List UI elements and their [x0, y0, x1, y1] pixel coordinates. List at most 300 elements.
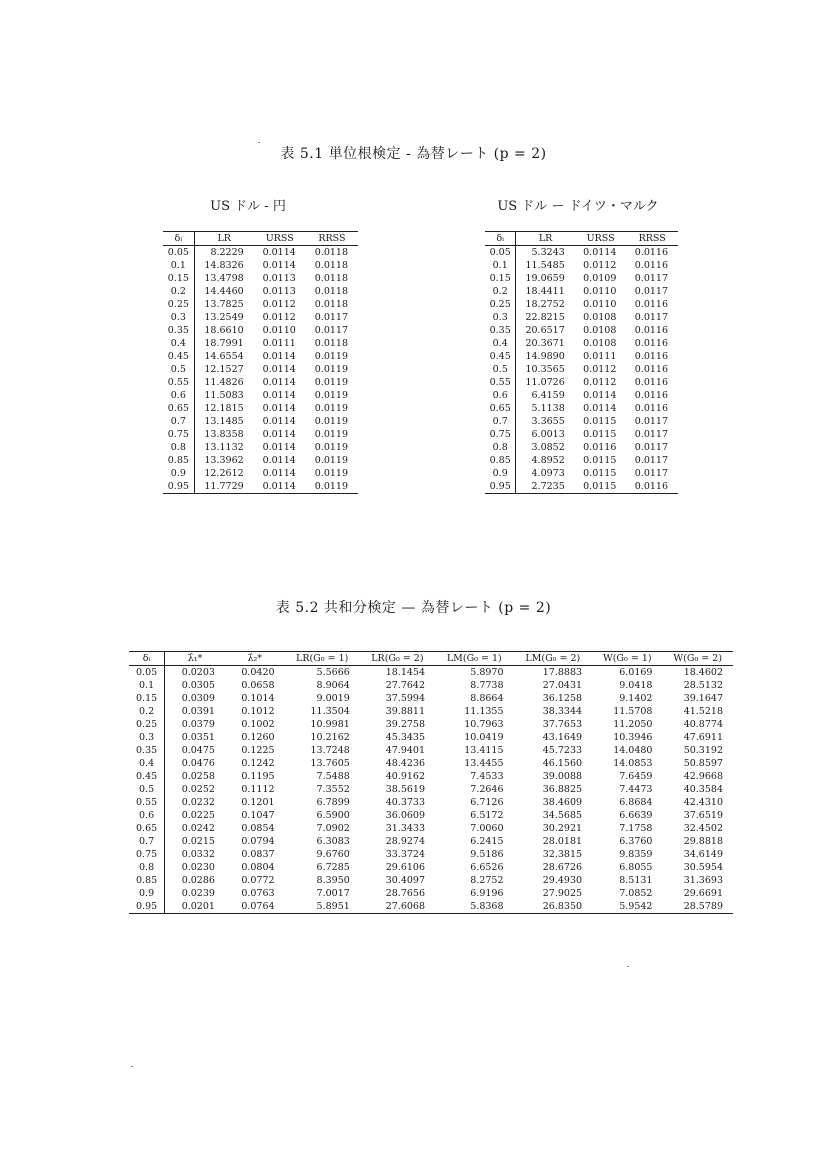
table-row — [163, 324, 358, 337]
table-cell: 0.9 — [129, 887, 165, 900]
table-cell: 11.5485 — [525, 260, 565, 271]
table-cell: 0.0658 — [241, 680, 275, 691]
column-header: LM(G₀ = 2) — [525, 653, 581, 664]
table-cell: 0.0794 — [241, 836, 275, 847]
table-cell: 0.0117 — [634, 442, 668, 453]
table-cell: 7.5488 — [316, 771, 350, 782]
table-row — [129, 679, 733, 692]
table-cell: 47.9401 — [385, 745, 426, 756]
table-row — [485, 428, 678, 441]
table-row — [485, 350, 678, 363]
table-cell: 36.1258 — [542, 693, 583, 704]
table-cell: 18.4411 — [525, 286, 565, 297]
table-cell: 0.0116 — [634, 325, 668, 336]
table-cell: 0.0476 — [181, 758, 215, 769]
table-cell: 13.4455 — [464, 758, 504, 769]
table-cell: 40.8774 — [683, 719, 723, 730]
table-row — [163, 480, 358, 494]
table-cell: 0.0113 — [262, 273, 296, 284]
table-cell: 5.9542 — [619, 901, 653, 912]
table-cell: 6.9196 — [470, 888, 504, 899]
table-cell: 0.15 — [163, 272, 194, 285]
column-header: RRSS — [318, 233, 346, 244]
table-cell: 37.7653 — [542, 719, 583, 730]
table-row — [485, 389, 678, 402]
table-cell: 0.7 — [163, 415, 194, 428]
table-cell: 0.0119 — [314, 416, 348, 427]
table-cell: 7.0852 — [619, 888, 653, 899]
table-cell: 4.8952 — [531, 455, 565, 466]
table-cell: 10.7963 — [464, 719, 504, 730]
table-row — [129, 796, 733, 809]
table-cell: 0.0420 — [241, 667, 275, 678]
table-row — [485, 272, 678, 285]
table-cell: 11.0726 — [525, 377, 565, 388]
table-cell: 0.95 — [163, 480, 194, 494]
table-5-1-usd-jpy — [163, 231, 358, 494]
table-cell: 0.0119 — [314, 364, 348, 375]
table-cell: 0.0117 — [634, 416, 668, 427]
table-cell: 13.7248 — [310, 745, 350, 756]
table-cell: 28.9274 — [385, 836, 426, 847]
table-cell: 5.8951 — [316, 901, 350, 912]
table-cell: 37.6519 — [683, 810, 723, 821]
table-cell: 14.9890 — [525, 351, 565, 362]
table-cell: 9.1402 — [619, 693, 653, 704]
table-row — [485, 415, 678, 428]
table-cell: 8.3950 — [316, 875, 350, 886]
table-cell: 39.0088 — [542, 771, 583, 782]
table-cell: 0.1201 — [241, 797, 275, 808]
table-cell: 0.4 — [129, 757, 165, 770]
table-cell: 0.85 — [129, 874, 165, 887]
table-cell: 0.75 — [485, 428, 516, 441]
table-cell: 0.55 — [485, 376, 516, 389]
table-cell: 8.8664 — [470, 693, 504, 704]
table-cell: 34.6149 — [683, 849, 723, 860]
header-row — [129, 652, 733, 666]
table-cell: 0.0116 — [634, 481, 668, 492]
table-row — [129, 705, 733, 718]
table-cell: 10.0419 — [464, 732, 504, 743]
table-cell: 9.8359 — [619, 849, 653, 860]
table-row — [163, 467, 358, 480]
table-cell: 27.0431 — [542, 680, 583, 691]
table-cell: 32.3815 — [542, 849, 583, 860]
table-cell: 6.7899 — [316, 797, 350, 808]
table-cell: 0.85 — [163, 454, 194, 467]
table-cell: 5.5666 — [316, 667, 350, 678]
table-cell: 0.0305 — [181, 680, 215, 691]
table-cell: 0.45 — [485, 350, 516, 363]
table-cell: 6.7126 — [470, 797, 504, 808]
table-cell: 7.1758 — [619, 823, 653, 834]
table-cell: 2.7235 — [531, 481, 565, 492]
table-cell: 0.0110 — [583, 286, 617, 297]
table-cell: 0.0114 — [262, 364, 296, 375]
table-cell: 0.1195 — [241, 771, 275, 782]
table-cell: 0.0351 — [181, 732, 215, 743]
table-cell: 42.4310 — [683, 797, 723, 808]
table-cell: 11.4826 — [204, 377, 244, 388]
table-row — [129, 666, 733, 680]
table-cell: 6.7285 — [316, 862, 350, 873]
table-cell: 0.0203 — [181, 667, 215, 678]
table-cell: 5.3243 — [531, 247, 565, 258]
table-cell: 0.5 — [163, 363, 194, 376]
table-cell: 0.0119 — [314, 390, 348, 401]
table-cell: 0.2 — [129, 705, 165, 718]
table-cell: 0.0118 — [314, 338, 348, 349]
table-cell: 43.1649 — [542, 732, 583, 743]
table-cell: 0.95 — [485, 480, 516, 494]
table-cell: 0.0764 — [241, 901, 275, 912]
table-cell: 34.5685 — [542, 810, 583, 821]
table-cell: 0.0114 — [262, 429, 296, 440]
table-cell: 13.1132 — [204, 442, 244, 453]
table-cell: 8.2752 — [470, 875, 504, 886]
table-cell: 0.0258 — [181, 771, 215, 782]
table-row — [485, 402, 678, 415]
table-cell: 0.0309 — [181, 693, 215, 704]
table-cell: 27.9025 — [542, 888, 583, 899]
table-cell: 0.0108 — [583, 338, 617, 349]
table-cell: 22.8215 — [525, 312, 565, 323]
table-cell: 42.9668 — [683, 771, 723, 782]
table-cell: 0.3 — [485, 311, 516, 324]
table-cell: 0.1 — [485, 259, 516, 272]
table-cell: 7.2646 — [470, 784, 504, 795]
table-cell: 6.0013 — [531, 429, 565, 440]
table-row — [129, 861, 733, 874]
table-cell: 13.4115 — [464, 745, 504, 756]
table-cell: 0.0114 — [262, 468, 296, 479]
table-cell: 0.0110 — [583, 299, 617, 310]
table-cell: 0.3 — [163, 311, 194, 324]
table-row — [129, 783, 733, 796]
table-row — [163, 285, 358, 298]
table-cell: 0.05 — [163, 246, 194, 260]
column-header: W(G₀ = 1) — [602, 653, 652, 664]
table-cell: 0.0117 — [634, 312, 668, 323]
table-cell: 0.0116 — [634, 338, 668, 349]
table-cell: 13.8358 — [204, 429, 244, 440]
table-cell: 0.0114 — [262, 416, 296, 427]
column-header: LR — [217, 233, 231, 244]
table-cell: 0.1002 — [241, 719, 275, 730]
table-cell: 0.0116 — [634, 377, 668, 388]
table-cell: 0.95 — [129, 900, 165, 914]
table-cell: 13.2549 — [204, 312, 244, 323]
table-5-1-right-title: US ドル ー ドイツ・マルク — [497, 199, 659, 214]
table-cell: 0.1012 — [241, 706, 275, 717]
table-cell: 0.0114 — [583, 390, 617, 401]
table-cell: 0.1014 — [241, 693, 275, 704]
table-cell: 0.8 — [163, 441, 194, 454]
table-cell: 38.3344 — [542, 706, 583, 717]
table-cell: 11.7729 — [204, 481, 244, 492]
table-row — [163, 454, 358, 467]
table-cell: 7.0902 — [316, 823, 350, 834]
table-cell: 0.3 — [129, 731, 165, 744]
table-cell: 7.3552 — [316, 784, 350, 795]
table-cell: 0.0112 — [583, 260, 617, 271]
table-row — [163, 402, 358, 415]
table-cell: 4.0973 — [531, 468, 565, 479]
table-cell: 0.0114 — [262, 377, 296, 388]
table-cell: 0.0854 — [241, 823, 275, 834]
table-cell: 18.2752 — [525, 299, 565, 310]
table-cell: 38.5619 — [385, 784, 426, 795]
table-row — [485, 467, 678, 480]
table-cell: 29.6106 — [385, 862, 426, 873]
table-cell: 0.35 — [129, 744, 165, 757]
table-cell: 0.0242 — [181, 823, 215, 834]
table-cell: 0.75 — [129, 848, 165, 861]
column-header: δᵢ — [129, 652, 165, 666]
table-cell: 0.0114 — [262, 351, 296, 362]
table-cell: 0.0114 — [262, 442, 296, 453]
table-cell: 0.05 — [485, 246, 516, 260]
table-row — [129, 835, 733, 848]
table-cell: 7.4533 — [470, 771, 504, 782]
table-cell: 10.2162 — [310, 732, 350, 743]
table-row — [129, 757, 733, 770]
table-cell: 20.6517 — [525, 325, 565, 336]
table-cell: 0.0286 — [181, 875, 215, 886]
table-cell: 12.1527 — [204, 364, 244, 375]
table-cell: 14.0480 — [613, 745, 653, 756]
table-cell: 18.6610 — [204, 325, 244, 336]
table-cell: 0.0115 — [583, 468, 617, 479]
table-cell: 0.0114 — [262, 247, 296, 258]
table-cell: 17.8883 — [542, 667, 583, 678]
table-cell: 0.0115 — [583, 429, 617, 440]
table-5-1-usd-dem — [485, 231, 678, 494]
table-cell: 0.0112 — [262, 312, 296, 323]
column-header: RRSS — [638, 233, 666, 244]
table-cell: 29.6691 — [683, 888, 723, 899]
table-cell: 0.5 — [129, 783, 165, 796]
table-cell: 7.6459 — [619, 771, 653, 782]
table-cell: 0.2 — [163, 285, 194, 298]
table-cell: 30.2921 — [542, 823, 583, 834]
table-cell: 0.0112 — [583, 377, 617, 388]
table-cell: 0.0114 — [262, 403, 296, 414]
table-cell: 6.5900 — [316, 810, 350, 821]
table-row — [485, 363, 678, 376]
column-header: δᵢ — [485, 232, 516, 246]
table-cell: 32.4502 — [683, 823, 723, 834]
table-cell: 13.3962 — [204, 455, 244, 466]
table-cell: 0.25 — [163, 298, 194, 311]
table-row — [129, 809, 733, 822]
table-cell: 41.5218 — [683, 706, 723, 717]
table-cell: 45.7233 — [542, 745, 583, 756]
table-row — [485, 246, 678, 260]
table-cell: 0.0118 — [314, 273, 348, 284]
table-cell: 0.7 — [129, 835, 165, 848]
table-cell: 7.4473 — [619, 784, 653, 795]
table-row — [163, 441, 358, 454]
table-cell: 36.8825 — [542, 784, 583, 795]
table-cell: 0.6 — [129, 809, 165, 822]
table-cell: 13.7605 — [310, 758, 350, 769]
table-row — [485, 441, 678, 454]
table-cell: 0.0108 — [583, 325, 617, 336]
table-cell: 26.8350 — [542, 901, 583, 912]
column-header: δᵢ — [163, 232, 194, 246]
table-cell: 0.2 — [485, 285, 516, 298]
table-cell: 0.0215 — [181, 836, 215, 847]
column-header: λ̂₂* — [247, 653, 263, 664]
table-cell: 0.1225 — [241, 745, 275, 756]
table-cell: 19.0659 — [525, 273, 565, 284]
table-row — [129, 874, 733, 887]
table-cell: 0.0112 — [262, 299, 296, 310]
table-row — [485, 376, 678, 389]
table-cell: 0.9 — [485, 467, 516, 480]
table-cell: 29.8818 — [683, 836, 723, 847]
table-cell: 29.4930 — [542, 875, 583, 886]
table-cell: 11.1355 — [464, 706, 504, 717]
table-cell: 0.0116 — [634, 364, 668, 375]
table-cell: 0.0114 — [262, 260, 296, 271]
table-cell: 14.6554 — [204, 351, 244, 362]
table-row — [129, 731, 733, 744]
table-cell: 8.5131 — [619, 875, 653, 886]
table-cell: 47.6911 — [683, 732, 723, 743]
table-row — [163, 415, 358, 428]
table-cell: 0.8 — [485, 441, 516, 454]
table-cell: 18.1454 — [385, 667, 426, 678]
column-header: λ̂₁* — [187, 653, 203, 664]
table-cell: 0.1242 — [241, 758, 275, 769]
table-cell: 12.1815 — [204, 403, 244, 414]
table-cell: 5.8368 — [470, 901, 504, 912]
table-cell: 0.0115 — [583, 416, 617, 427]
table-cell: 0.45 — [163, 350, 194, 363]
table-cell: 48.4236 — [385, 758, 426, 769]
table-cell: 0.05 — [129, 666, 165, 680]
table-cell: 0.25 — [485, 298, 516, 311]
table-cell: 28.6726 — [542, 862, 583, 873]
table-cell: 13.4798 — [204, 273, 244, 284]
table-row — [163, 272, 358, 285]
table-cell: 18.7991 — [204, 338, 244, 349]
table-cell: 6.3083 — [316, 836, 350, 847]
table-cell: 0.0119 — [314, 403, 348, 414]
table-cell: 0.0118 — [314, 260, 348, 271]
table-cell: 0.0119 — [314, 468, 348, 479]
column-header: URSS — [586, 233, 615, 244]
table-cell: 0.0109 — [583, 273, 617, 284]
table-cell: 10.3565 — [525, 364, 565, 375]
table-cell: 0.4 — [485, 337, 516, 350]
table-cell: 6.3760 — [619, 836, 653, 847]
table-cell: 0.0119 — [314, 455, 348, 466]
table-row — [163, 363, 358, 376]
table-cell: 0.0117 — [634, 286, 668, 297]
column-header: W(G₀ = 2) — [673, 653, 723, 664]
table-cell: 5.1138 — [531, 403, 565, 414]
table-cell: 0.0114 — [262, 481, 296, 492]
table-row — [129, 744, 733, 757]
table-cell: 0.0116 — [583, 442, 617, 453]
table-row — [163, 259, 358, 272]
table-cell: 0.0391 — [181, 706, 215, 717]
table-row — [129, 692, 733, 705]
table-row — [163, 389, 358, 402]
table-row — [485, 480, 678, 494]
table-cell: 0.0230 — [181, 862, 215, 873]
table-cell: 14.8326 — [204, 260, 244, 271]
table-cell: 0.8 — [129, 861, 165, 874]
table-cell: 0.0117 — [314, 312, 348, 323]
table-cell: 6.8055 — [619, 862, 653, 873]
table-cell: 0.15 — [485, 272, 516, 285]
table-cell: 0.0117 — [634, 468, 668, 479]
table-cell: 0.35 — [485, 324, 516, 337]
table-cell: 0.0116 — [634, 247, 668, 258]
table-cell: 0.25 — [129, 718, 165, 731]
table-cell: 0.0111 — [583, 351, 617, 362]
table-cell: 0.0116 — [634, 390, 668, 401]
table-cell: 13.7825 — [204, 299, 244, 310]
table-row — [129, 822, 733, 835]
table-cell: 9.0418 — [619, 680, 653, 691]
table-cell: 0.0110 — [262, 325, 296, 336]
table-cell: 6.6526 — [470, 862, 504, 873]
table-cell: 0.0239 — [181, 888, 215, 899]
table-cell: 6.0169 — [619, 667, 653, 678]
table-5-2-cointegration — [129, 651, 733, 914]
table-cell: 0.0201 — [181, 901, 215, 912]
table-cell: 0.6 — [485, 389, 516, 402]
table-cell: 11.3504 — [310, 706, 350, 717]
table-cell: 0.0115 — [583, 481, 617, 492]
table-cell: 9.6760 — [316, 849, 350, 860]
table-cell: 0.0114 — [262, 455, 296, 466]
table-cell: 0.55 — [129, 796, 165, 809]
table-cell: 39.8811 — [385, 706, 426, 717]
table-cell: 0.0115 — [583, 455, 617, 466]
table-cell: 13.1485 — [204, 416, 244, 427]
table-cell: 20.3671 — [525, 338, 565, 349]
table-row — [163, 298, 358, 311]
table-row — [129, 900, 733, 914]
table-cell: 30.4097 — [385, 875, 426, 886]
table-cell: 11.2050 — [613, 719, 653, 730]
table-cell: 0.35 — [163, 324, 194, 337]
table-cell: 0.4 — [163, 337, 194, 350]
table-cell: 5.8970 — [470, 667, 504, 678]
table-row — [485, 311, 678, 324]
table-cell: 0.15 — [129, 692, 165, 705]
table-cell: 0.85 — [485, 454, 516, 467]
table-cell: 28.5789 — [683, 901, 723, 912]
table-cell: 45.3435 — [385, 732, 426, 743]
table-cell: 31.3693 — [683, 875, 723, 886]
table-row — [163, 428, 358, 441]
table-cell: 0.0108 — [583, 312, 617, 323]
column-header: URSS — [265, 233, 294, 244]
column-header: LR(G₀ = 2) — [371, 653, 424, 664]
header-row — [485, 232, 678, 246]
table-row — [485, 337, 678, 350]
table-row — [163, 350, 358, 363]
table-cell: 0.0225 — [181, 810, 215, 821]
